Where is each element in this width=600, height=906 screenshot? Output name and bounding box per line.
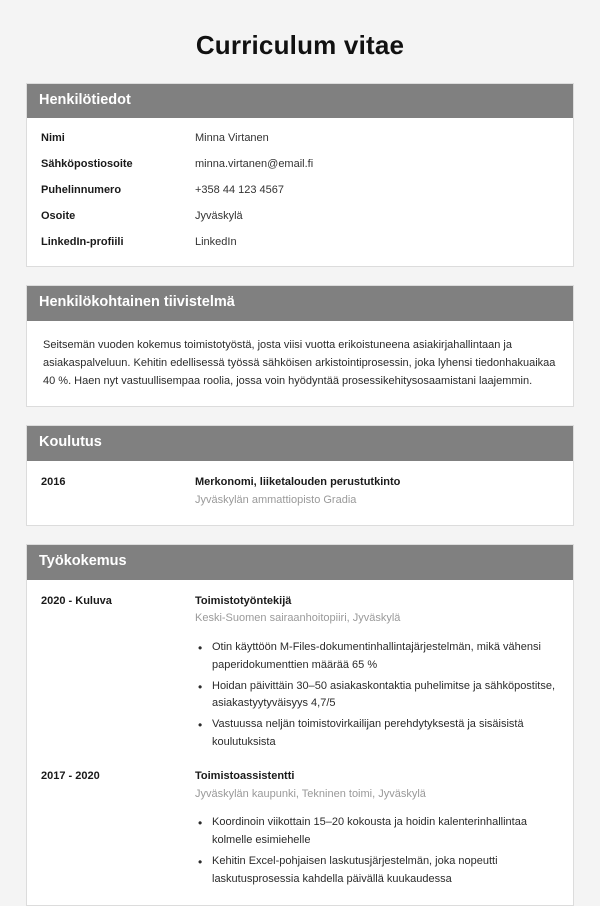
info-row-address [41,210,559,222]
info-row-email [41,158,559,170]
section-personal-information [26,83,574,267]
page-title: Curriculum vitae [195,30,405,60]
info-label: Puhelinnumero [41,184,122,197]
entry-main [195,594,559,752]
info-value: minna.virtanen@email.fi [195,158,314,171]
education-entry [41,475,559,510]
work-experience-body [27,580,573,905]
entry-bullet-list [195,814,559,888]
info-label: LinkedIn-profiili [41,236,124,249]
personal-summary-body [27,321,573,406]
info-label: Sähköpostiosoite [41,158,133,171]
entry-main [195,769,559,889]
education-body [27,461,573,526]
info-row-phone [41,184,559,196]
experience-entry [41,594,559,752]
section-header-education: Koulutus [27,426,573,460]
info-row-name [41,132,559,144]
list-item: • Vastuussa neljän toimistovirkailijan perehdytyksestä ja sisäisistä koulutuksista [212,716,559,752]
entry-date: 2017 - 2020 [41,769,100,782]
section-education [26,425,574,526]
section-header-personal-summary: Henkilökohtainen tiivistelmä [27,286,573,320]
section-work-experience [26,544,574,906]
entry-date: 2016 [41,475,66,488]
entry-organization: Keski-Suomen sairaanhoitopiiri, Jyväskylä [195,612,401,625]
personal-information-body [27,118,573,266]
info-label: Nimi [41,132,65,145]
section-header-personal-information: Henkilötiedot [27,84,573,118]
entry-title: Toimistoassistentti [195,769,295,782]
list-item: • Hoidan päivittäin 30–50 asiakaskontaktia puhelimitse ja sähköpostitse, asiakastyytyväisyys 4,7/5 [212,678,559,714]
entry-title: Toimistotyöntekijä [195,594,292,607]
section-personal-summary [26,285,574,407]
summary-paragraph: Seitsemän vuoden kokemus toimistotyöstä, josta viisi vuotta erikoistuneena asiakirjahallintaan ja asiakaspalveluun. Kehitin edellisessä työssä sähköisen arkistointiprosessin, joka lyhensi tiedonhakuaikaa 40 %. Haen nyt vastuullisempaa roolia, jossa voin hyödyntää prosessikehitysosaamistani laajemmin. [43,338,556,388]
entry-bullet-list [195,639,559,752]
info-value: Minna Virtanen [195,132,269,145]
entry-date: 2020 - Kuluva [41,594,112,607]
entry-title: Merkonomi, liiketalouden perustutkinto [195,475,401,488]
info-value: +358 44 123 4567 [195,184,285,197]
entry-organization: Jyväskylän ammattiopisto Gradia [195,493,357,506]
experience-entry [41,769,559,889]
info-value-linkedin[interactable]: LinkedIn [195,236,237,249]
entry-main [195,475,559,510]
info-label: Osoite [41,210,76,223]
entry-organization: Jyväskylän kaupunki, Tekninen toimi, Jyväskylä [195,787,426,800]
info-value: Jyväskylä [195,210,243,223]
list-item: • Otin käyttöön M-Files-dokumentinhallintajärjestelmän, mikä vähensi paperidokumenttien määrää 65 % [212,639,559,675]
list-item: • Kehitin Excel-pohjaisen laskutusjärjestelmän, joka nopeutti laskutusprosessia kahdella päivällä kuukaudessa [212,853,559,889]
info-row-linkedin [41,236,559,248]
list-item: • Koordinoin viikottain 15–20 kokousta ja hoidin kalenterinhallintaa kolmelle esimiehelle [212,814,559,850]
section-header-work-experience: Työkokemus [27,545,573,579]
